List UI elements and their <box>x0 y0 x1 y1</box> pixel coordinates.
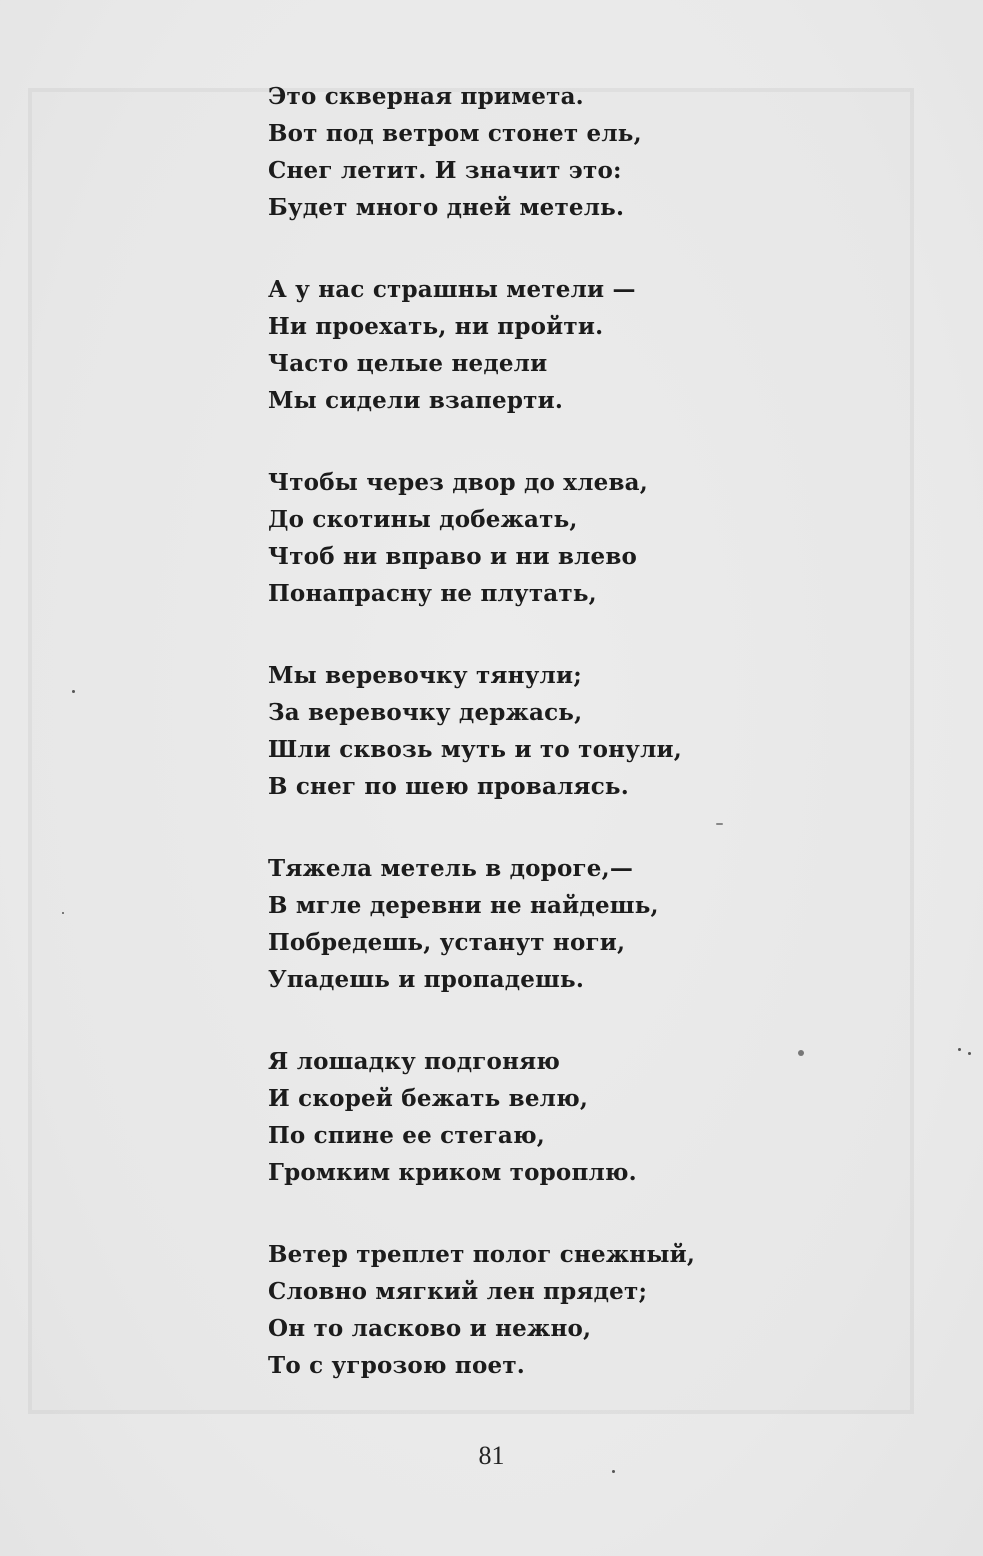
poem-line: То с угрозою поет. <box>268 1352 525 1379</box>
poem-line: Снег летит. И значит это: <box>268 157 622 184</box>
page-number: 81 <box>478 1441 505 1470</box>
poem-line: В мгле деревни не найдешь, <box>268 892 659 919</box>
poem-line: А у нас страшны метели — <box>268 276 636 303</box>
poem-line: И скорей бежать велю, <box>268 1085 589 1112</box>
poem-line: Он то ласково и нежно, <box>268 1315 592 1342</box>
poem-line: Чтобы через двор до хлева, <box>268 469 648 496</box>
poem-line: Часто целые недели <box>268 350 548 377</box>
poem-line: Словно мягкий лен прядет; <box>268 1278 648 1305</box>
stanza-3 <box>268 464 828 612</box>
poem-line: Тяжела метель в дороге,— <box>268 855 634 882</box>
stanza-7 <box>268 1236 828 1384</box>
stanza-5 <box>268 850 828 998</box>
poem-line: Я лошадку подгоняю <box>268 1048 561 1075</box>
dust-speck <box>958 1048 961 1051</box>
dust-speck <box>612 1470 615 1473</box>
poem-line: Вот под ветром стонет ель, <box>268 120 642 147</box>
poem-line: Мы сидели взаперти. <box>268 387 564 414</box>
poem-line: За веревочку держась, <box>268 699 583 726</box>
poem-line: Чтоб ни вправо и ни влево <box>268 543 638 570</box>
stanza-1 <box>268 78 828 226</box>
dust-speck <box>798 1050 804 1056</box>
poem-line: Будет много дней метель. <box>268 194 625 221</box>
poem-line: По спине ее стегаю, <box>268 1122 545 1149</box>
stanza-6 <box>268 1043 828 1191</box>
poem-line: Ветер треплет полог снежный, <box>268 1241 696 1268</box>
stanza-4 <box>268 657 828 805</box>
poem-line: До скотины добежать, <box>268 506 578 533</box>
dust-speck <box>716 823 723 825</box>
dust-speck <box>62 912 64 914</box>
poem-line: Ни проехать, ни пройти. <box>268 313 604 340</box>
dust-speck <box>968 1052 971 1055</box>
stanza-2 <box>268 271 828 419</box>
poem-line: Громким криком тороплю. <box>268 1159 637 1186</box>
poem-line: Понапрасну не плутать, <box>268 580 597 607</box>
poem-line: Шли сквозь муть и то тонули, <box>268 736 682 763</box>
poem-line: Это скверная примета. <box>268 83 584 110</box>
poem <box>268 78 828 1429</box>
poem-line: В снег по шею провалясь. <box>268 773 629 800</box>
poem-line: Упадешь и пропадешь. <box>268 966 585 993</box>
poem-line: Побредешь, устанут ноги, <box>268 929 626 956</box>
poem-line: Мы веревочку тянули; <box>268 662 582 689</box>
dust-speck <box>72 690 75 693</box>
